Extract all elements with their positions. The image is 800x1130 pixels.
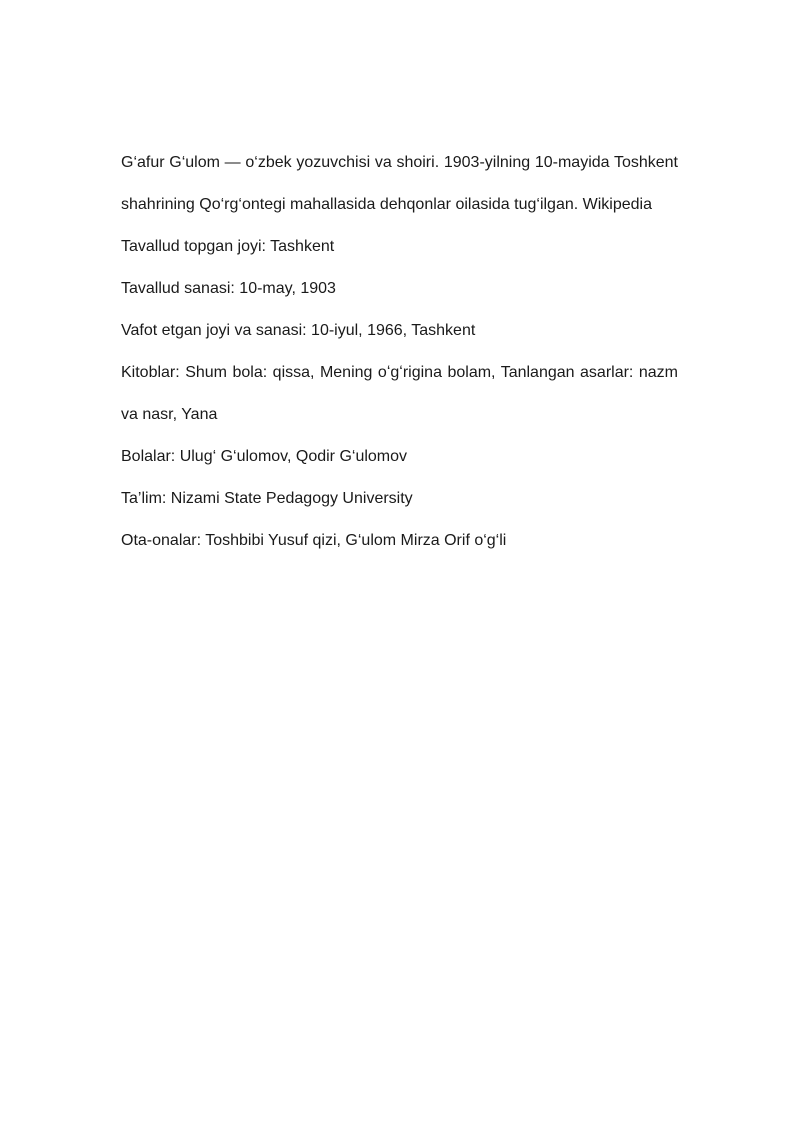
children-line: Bolalar: Ulug‘ G‘ulomov, Qodir G‘ulomov <box>121 448 408 465</box>
death-line: Vafot etgan joyi va sanasi: 10-iyul, 1966, Tashkent <box>121 322 476 339</box>
birthdate-line: Tavallud sanasi: 10-may, 1903 <box>121 280 336 297</box>
document-body <box>121 142 678 562</box>
education-line: Ta’lim: Nizami State Pedagogy University <box>121 490 413 507</box>
books-paragraph: Kitoblar: Shum bola: qissa, Mening oʻgʻrigina bolam, Tanlangan asarlar: nazm va nasr, Yana <box>121 364 678 423</box>
parents-line: Ota-onalar: Toshbibi Yusuf qizi, G‘ulom Mirza Orif o‘g‘li <box>121 532 507 549</box>
birthplace-line: Tavallud topgan joyi: Tashkent <box>121 238 335 255</box>
intro-paragraph: G‘afur G‘ulom — o‘zbek yozuvchisi va shoiri. 1903-yilning 10-mayida Toshkent shahrining Qo‘rg‘ontegi mahallasida dehqonlar oilasida tug‘ilgan. Wikipedia <box>121 154 678 213</box>
